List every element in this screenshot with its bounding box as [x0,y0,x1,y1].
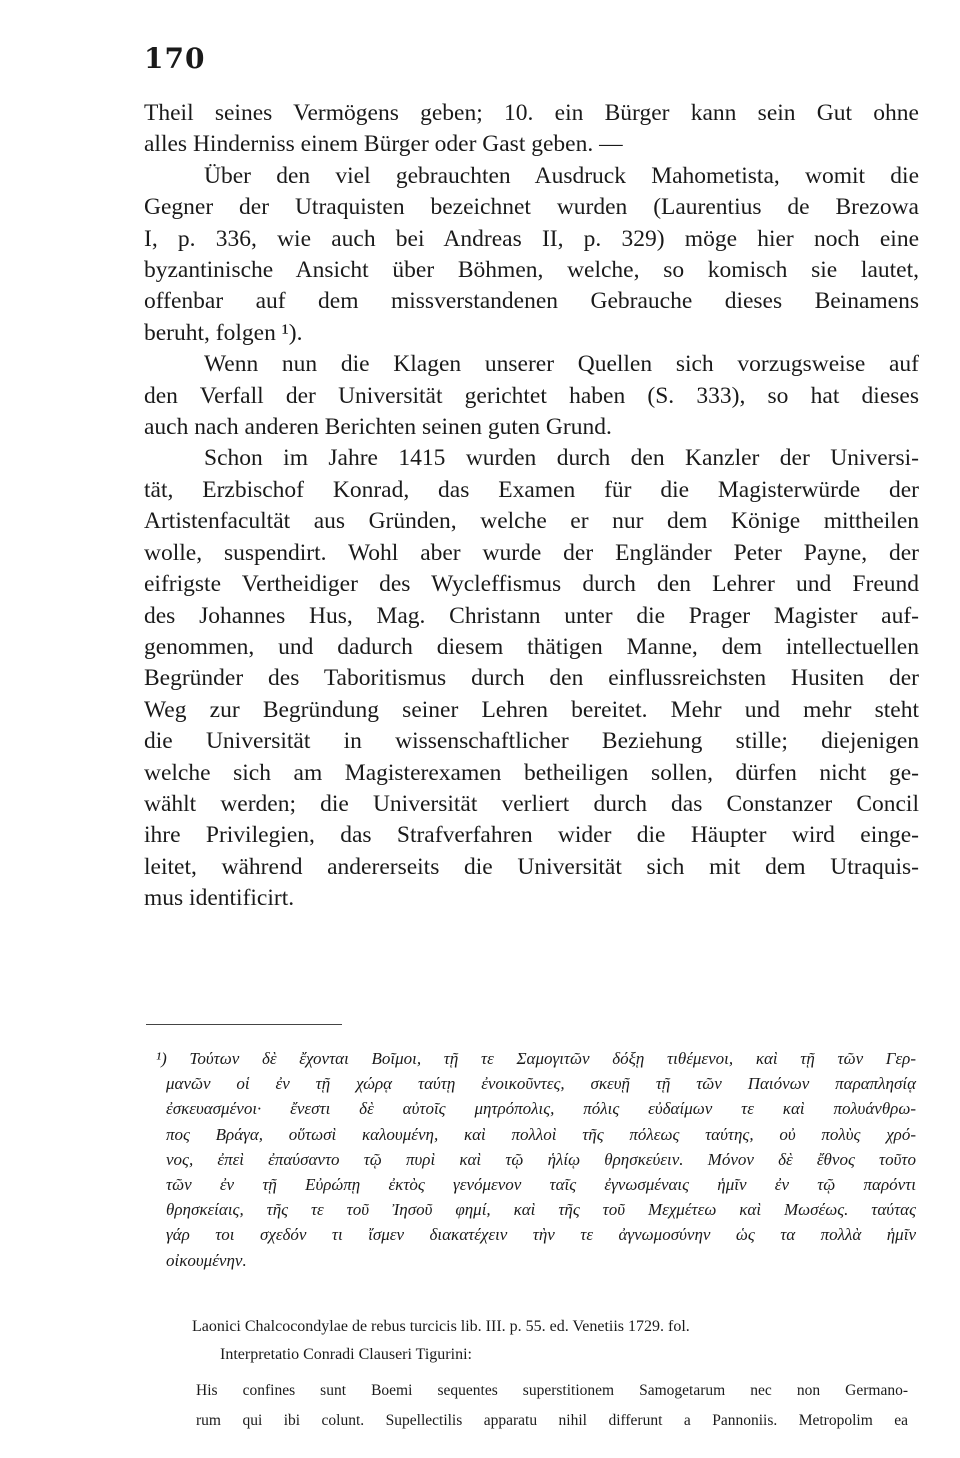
footnote-line: θρησκείαις, τῆς τε τοῦ Ἰησοῦ φημί, καὶ τῆς τοῦ Μεχμέτεω καὶ Μωσέως. ταύτας [166,1200,916,1220]
text-line: byzantinische Ansicht über Böhmen, welche, so komisch sie lautet, [144,257,919,284]
footnote-greek [146,1046,916,1273]
text-line: Begründer des Taboritismus durch den einflussreichsten Husiten der [144,665,919,692]
text-line: welche sich am Magisterexamen betheiligen sollen, dürfen nicht ge- [144,759,919,786]
text-line: Wenn nun die Klagen unserer Quellen sich vorzugsweise auf [204,351,919,378]
text-line: wählt werden; die Universität verliert durch das Constanzer Concil [144,790,919,817]
text-line: auch nach anderen Berichten seinen guten Grund. [144,414,612,441]
text-line: des Johannes Hus, Mag. Christann unter die Prager Magister auf- [144,602,919,629]
text-line: ihre Privilegien, das Strafverfahren wider die Häupter wird einge- [144,822,919,849]
text-line: Theil seines Vermögens geben; 10. ein Bürger kann sein Gut ohne [144,100,919,126]
text-line: Schon im Jahre 1415 wurden durch den Kanzler der Universi- [204,445,919,472]
text-line: eifrigste Vertheidiger des Wycleffismus durch den Lehrer und Freund [144,571,919,598]
text-line: genommen, und dadurch diesem thätigen Manne, dem intellectuellen [144,633,919,660]
text-line: alles Hinderniss einem Bürger oder Gast geben. — [144,131,623,158]
citation-source: Laonici Chalcocondylae de rebus turcicis lib. III. p. 55. ed. Venetiis 1729. fol. [192,1318,690,1335]
footnote-divider [146,1024,342,1025]
text-line: mus identificirt. [144,885,295,912]
page-number: 170 [144,42,206,75]
text-line: die Universität in wissenschaftlicher Beziehung stille; diejenigen [144,728,919,755]
text-line: beruht, folgen ¹). [144,319,303,346]
text-line: Artistenfacultät aus Gründen, welche er nur dem Könige mittheilen [144,508,919,535]
footnote-line: ἐσκευασμένοι· ἔνεστι δὲ αὐτοῖς μητρόπολις, πόλις εὐδαίμων τε καὶ πολυάνθρω- [166,1099,916,1119]
main-text [144,98,919,915]
text-line: leitet, während andererseits die Universität sich mit dem Utraquis- [144,853,919,880]
footnote-line: γάρ τοι σχεδόν τι ἴσμεν διακατέχειν τὴν τε ἀγνωμοσύνην ὡς τα πολλὰ ἡμῖν [166,1225,916,1245]
footnote-latin [196,1376,908,1436]
text-line: tät, Erzbischof Konrad, das Examen für die Magisterwürde der [144,476,919,503]
footnote-line: νος, ἐπεὶ ἐπαύσαντο τῷ πυρὶ καὶ τῷ ἡλίῳ θρησκεύειν. Μόνον δὲ ἔθνος τοῦτο [166,1149,916,1169]
footnote-line: ¹) Τούτων δὲ ἔχονται Βοῖμοι, τῇ τε Σαμογιτῶν δόξῃ τιθέμενοι, καὶ τῇ τῶν Γερ- [156,1049,916,1068]
citation-translator: Interpretatio Conradi Clauseri Tigurini: [220,1346,472,1363]
text-line: wolle, suspendirt. Wohl aber wurde der Engländer Peter Payne, der [144,539,919,566]
text-line: Gegner der Utraquisten bezeichnet wurden (Laurentius de Brezowa [144,194,919,221]
footnote-line: τῶν ἐν τῇ Εὐρώπῃ ἐκτὸς γενόμενον ταῖς ἐγνωσμέναις ἡμῖν ἐν τῷ παρόντι [166,1175,916,1195]
footnote-line: πος Βράγα, οὕτωσὶ καλουμένη, καὶ πολλοὶ τῆς πόλεως ταύτης, οὐ πολὺς χρό- [166,1124,916,1144]
footnote-line: οἰκουμένην. [166,1250,247,1270]
text-line: offenbar auf dem missverstandenen Gebrauche dieses Beinamens [144,288,919,315]
text-line: Weg zur Begründung seiner Lehren bereitet. Mehr und mehr steht [144,696,919,723]
footnote-line: μανῶν οἱ ἐν τῇ χώρᾳ ταύτῃ ἐνοικοῦντες, σκευῇ τῇ τῶν Παιόνων παραπλησίᾳ [166,1074,916,1094]
text-line: Über den viel gebrauchten Ausdruck Mahometista, womit die [204,162,919,189]
latin-line: His confines sunt Boemi sequentes superstitionem Samogetarum nec non Germano- [196,1382,908,1399]
text-line: I, p. 336, wie auch bei Andreas II, p. 329) möge hier noch eine [144,225,919,252]
text-line: den Verfall der Universität gerichtet haben (S. 333), so hat dieses [144,382,919,409]
latin-line: rum qui ibi colunt. Supellectilis apparatu nihil differunt a Pannoniis. Metropolim ea [196,1412,908,1429]
